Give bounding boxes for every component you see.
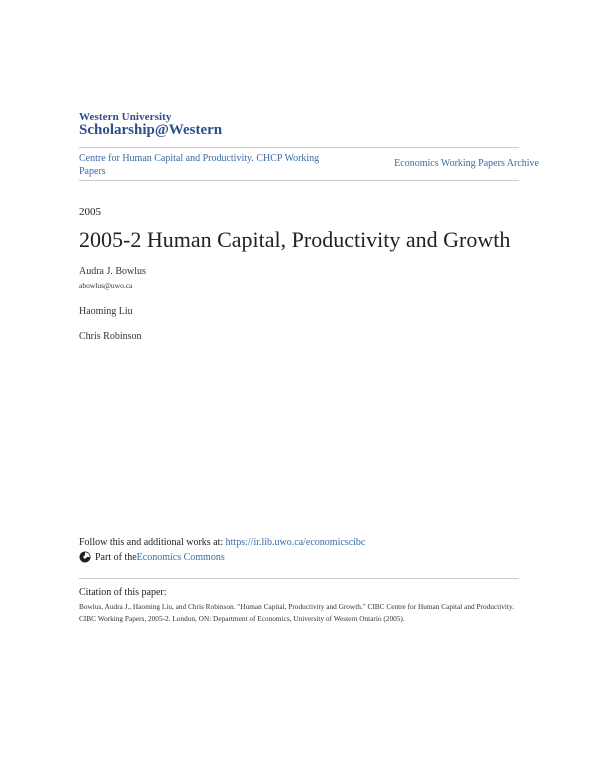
author-name: Haoming Liu xyxy=(79,306,133,317)
follow-text: Follow this and additional works at: xyxy=(79,537,226,548)
series-link-archive[interactable]: Economics Working Papers Archive xyxy=(394,158,539,169)
follow-line xyxy=(79,537,365,548)
citation-text: Bowlus, Audra J., Haoming Liu, and Chris Robinson. "Human Capital, Productivity and Growth." CIBC Centre for Human Capital and Productivity. CIBC Working Papers, 2005-2. London, ON: Department of Economics, University of Western Ontario (2005). xyxy=(79,602,514,623)
series-link-chcp[interactable]: Centre for Human Capital and Productivity. CHCP Working Papers xyxy=(79,153,320,177)
collection-link[interactable]: https://ir.lib.uwo.ca/economicscibc xyxy=(225,537,366,548)
author-name: Chris Robinson xyxy=(79,331,142,342)
institution-name[interactable]: Western University xyxy=(79,111,172,123)
economics-commons-link[interactable]: Economics Commons xyxy=(136,551,225,563)
repository-name[interactable]: Scholarship@Western xyxy=(79,122,223,138)
part-of-line xyxy=(79,551,225,563)
author-email[interactable]: abowlus@uwo.ca xyxy=(79,281,133,290)
part-of-text: Part of the xyxy=(95,551,137,563)
header-rule-bottom xyxy=(79,180,519,181)
header-rule-top xyxy=(79,147,519,148)
publication-year: 2005 xyxy=(79,206,101,218)
author-name: Audra J. Bowlus xyxy=(79,266,146,277)
citation-heading: Citation of this paper: xyxy=(79,587,167,598)
network-commons-icon xyxy=(79,551,91,563)
citation-rule xyxy=(79,578,519,579)
paper-title[interactable]: 2005-2 Human Capital, Productivity and Growth xyxy=(79,227,511,252)
